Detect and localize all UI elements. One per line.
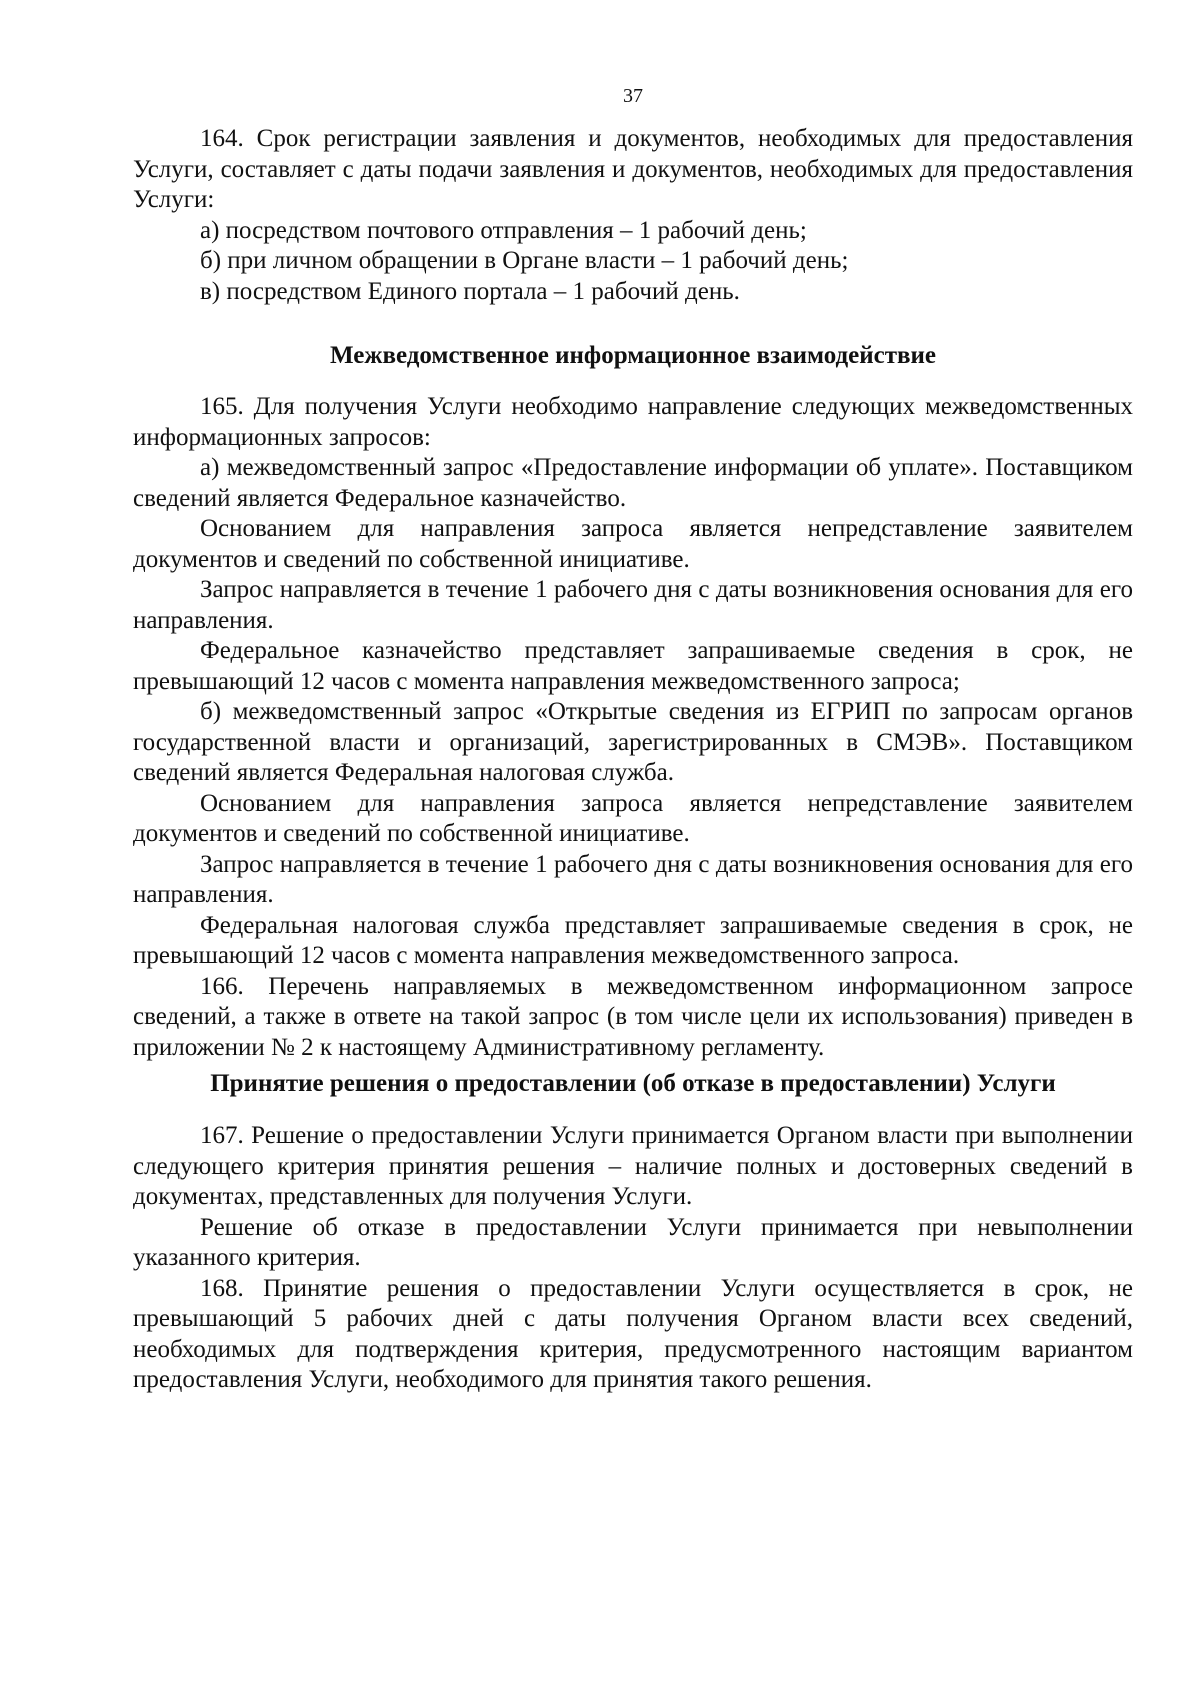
request-b-basis: Основанием для направления запроса является непредставление заявителем документов и сведений по собственной инициативе. <box>133 789 1133 847</box>
paragraph-167: 167. Решение о предоставлении Услуги принимается Органом власти при выполнении следующего критерия принятия решения – наличие полных и достоверных сведений в документах, представленных для получения Услуги. <box>133 1122 1133 1210</box>
section-heading: Межведомственное информационное взаимодействие <box>330 342 936 369</box>
request-b-timing: Запрос направляется в течение 1 рабочего дня с даты возникновения основания для его направления. <box>133 850 1133 908</box>
section-decision <box>133 1121 1133 1396</box>
request-a-response: Федеральное казначейство представляет запрашиваемые сведения в срок, не превышающий 12 часов с момента направления межведомственного запроса; <box>133 637 1133 695</box>
section-registration-terms <box>133 124 1133 307</box>
section-interagency-requests <box>133 392 1133 1063</box>
section-heading-decision <box>133 1069 1133 1099</box>
request-a: а) межведомственный запрос «Предоставление информации об уплате». Поставщиком сведений является Федеральное казначейство. <box>133 454 1133 512</box>
request-b: б) межведомственный запрос «Открытые сведения из ЕГРИП по запросам органов государственной власти и организаций, зарегистрированных в СМЭВ». Поставщиком сведений является Федеральная налоговая служба. <box>133 698 1133 786</box>
paragraph-164: 164. Срок регистрации заявления и документов, необходимых для предоставления Услуги, составляет с даты подачи заявления и документов, необходимых для предоставления Услуги: <box>133 125 1133 213</box>
paragraph-168: 168. Принятие решения о предоставлении Услуги осуществляется в срок, не превышающий 5 рабочих дней с даты получения Органом власти всех сведений, необходимых для подтверждения критерия, предусмотренного настоящим вариантом предоставления Услуги, необходимого для принятия такого решения. <box>133 1274 1133 1393</box>
list-item-a: а) посредством почтового отправления – 1 рабочий день; <box>200 216 807 244</box>
section-heading: Принятие решения о предоставлении (об отказе в предоставлении) Услуги <box>210 1070 1056 1097</box>
request-a-basis: Основанием для направления запроса является непредставление заявителем документов и сведений по собственной инициативе. <box>133 515 1133 573</box>
request-a-timing: Запрос направляется в течение 1 рабочего дня с даты возникновения основания для его направления. <box>133 576 1133 634</box>
paragraph-166: 166. Перечень направляемых в межведомственном информационном запросе сведений, а также в ответе на такой запрос (в том числе цели их использования) приведен в приложении № 2 к настоящему Административному регламенту. <box>133 972 1133 1061</box>
list-item-c: в) посредством Единого портала – 1 рабочий день. <box>200 277 740 305</box>
refusal-paragraph: Решение об отказе в предоставлении Услуги принимается при невыполнении указанного критерия. <box>133 1213 1133 1271</box>
list-item-b: б) при личном обращении в Органе власти – 1 рабочий день; <box>200 247 849 274</box>
section-heading-interagency <box>133 341 1133 371</box>
page-number: 37 <box>623 85 643 107</box>
paragraph-165: 165. Для получения Услуги необходимо направление следующих межведомственных информационных запросов: <box>133 393 1133 451</box>
request-b-response: Федеральная налоговая служба представляет запрашиваемые сведения в срок, не превышающий 12 часов с момента направления межведомственного запроса. <box>133 911 1133 969</box>
